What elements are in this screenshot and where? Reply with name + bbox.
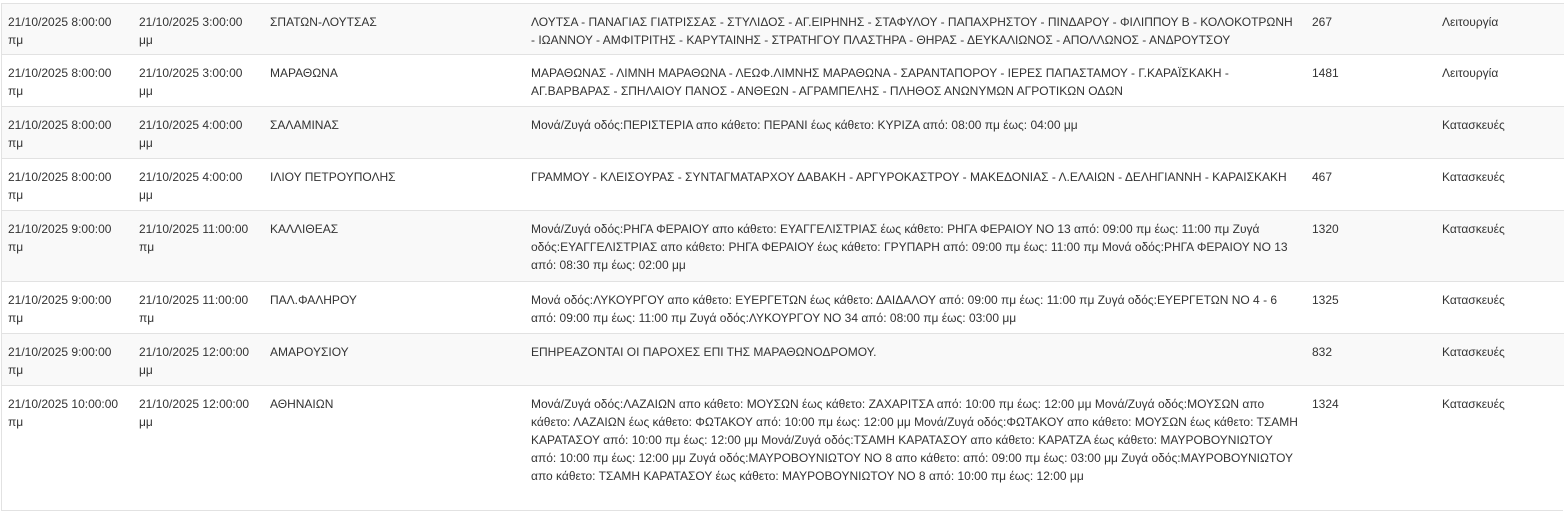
start-time-cell: 21/10/2025 10:00:00 πμ <box>2 386 133 511</box>
description-cell: ΜΑΡΑΘΩΝΑΣ - ΛΙΜΝΗ ΜΑΡΑΘΩΝΑ - ΛΕΩΦ.ΛΙΜΝΗΣ ΜΑΡΑΘΩΝΑ - ΣΑΡΑΝΤΑΠΟΡΟΥ - ΙΕΡΕΣ ΠΑΠΑΣΤΑΜΟΥ - Γ.ΚΑΡΑΪΣΚΑΚΗ - ΑΓ.ΒΑΡΒΑΡΑΣ - ΣΠΗΛΑΙΟΥ ΠΑΝΟΣ - ΑΝΘΕΩΝ - ΑΓΡΑΜΠΕΛΗΣ - ΠΛΗΘΟΣ ΑΝΩΝΥΜΩΝ ΑΓΡΟΤΙΚΩΝ ΟΔΩΝ <box>525 55 1306 107</box>
area-cell: ΙΛΙΟΥ ΠΕΤΡΟΥΠΟΛΗΣ <box>264 159 525 211</box>
description-cell: ΕΠΗΡΕΑΖΟΝΤΑΙ ΟΙ ΠΑΡΟΧΕΣ ΕΠΙ ΤΗΣ ΜΑΡΑΘΩΝΟΔΡΟΜΟΥ. <box>525 334 1306 386</box>
number-cell: 267 <box>1306 4 1436 55</box>
type-cell: Κατασκευές <box>1436 386 1564 511</box>
type-cell: Κατασκευές <box>1436 159 1564 211</box>
start-time-cell: 21/10/2025 8:00:00 πμ <box>2 4 133 55</box>
area-cell: ΚΑΛΛΙΘΕΑΣ <box>264 211 525 282</box>
number-cell: 1320 <box>1306 211 1436 282</box>
table-row <box>2 211 1564 282</box>
description-cell: Μονά οδός:ΛΥΚΟΥΡΓΟΥ απο κάθετο: ΕΥΕΡΓΕΤΩΝ έως κάθετο: ΔΑΙΔΑΛΟΥ από: 09:00 πμ έως: 11:00 πμ Ζυγά οδός:ΕΥΕΡΓΕΤΩΝ ΝΟ 4 - 6 από: 09:00 πμ έως: 11:00 πμ Ζυγά οδός:ΛΥΚΟΥΡΓΟΥ ΝΟ 34 από: 08:00 πμ έως: 03:00 μμ <box>525 282 1306 334</box>
start-time-cell: 21/10/2025 9:00:00 πμ <box>2 282 133 334</box>
end-time-cell: 21/10/2025 3:00:00 μμ <box>133 55 264 107</box>
number-cell: 832 <box>1306 334 1436 386</box>
number-cell: 1481 <box>1306 55 1436 107</box>
description-cell: Μονά/Ζυγά οδός:ΛΑΖΑΙΩΝ απο κάθετο: ΜΟΥΣΩΝ έως κάθετο: ΖΑΧΑΡΙΤΣΑ από: 10:00 πμ έως: 12:00 μμ Μονά/Ζυγά οδός:ΜΟΥΣΩΝ απο κάθετο: ΛΑΖΑΙΩΝ έως κάθετο: ΦΩΤΑΚΟΥ από: 10:00 πμ έως: 12:00 μμ Μονά/Ζυγά οδός:ΦΩΤΑΚΟΥ απο κάθετο: ΜΟΥΣΩΝ έως κάθετο: ΤΣΑΜΗ ΚΑΡΑΤΑΣΟΥ από: 10:00 πμ έως: 12:00 μμ Μονά/Ζυγά οδός:ΤΣΑΜΗ ΚΑΡΑΤΑΣΟΥ απο κάθετο: ΚΑΡΑΤΖΑ έως κάθετο: ΜΑΥΡΟΒΟΥΝΙΩΤΟΥ από: 10:00 πμ έως: 12:00 μμ Ζυγά οδός:ΜΑΥΡΟΒΟΥΝΙΩΤΟΥ ΝΟ 8 απο κάθετο: από: 09:00 πμ έως: 03:00 μμ Ζυγά οδός:ΜΑΥΡΟΒΟΥΝΙΩΤΟΥ απο κάθετο: ΤΣΑΜΗ ΚΑΡΑΤΑΣΟΥ έως κάθετο: ΜΑΥΡΟΒΟΥΝΙΩΤΟΥ ΝΟ 8 από: 10:00 πμ έως: 12:00 μμ <box>525 386 1306 511</box>
area-cell: ΑΘΗΝΑΙΩΝ <box>264 386 525 511</box>
area-cell: ΠΑΛ.ΦΑΛΗΡΟΥ <box>264 282 525 334</box>
type-cell: Κατασκευές <box>1436 107 1564 159</box>
description-cell: ΛΟΥΤΣΑ - ΠΑΝΑΓΙΑΣ ΓΙΑΤΡΙΣΣΑΣ - ΣΤΥΛΙΔΟΣ - ΑΓ.ΕΙΡΗΝΗΣ - ΣΤΑΦΥΛΟΥ - ΠΑΠΑΧΡΗΣΤΟΥ - ΠΙΝΔΑΡΟΥ - ΦΙΛΙΠΠΟΥ Β - ΚΟΛΟΚΟΤΡΩΝΗ - ΙΩΑΝΝΟΥ - ΑΜΦΙΤΡΙΤΗΣ - ΚΑΡΥΤΑΙΝΗΣ - ΣΤΡΑΤΗΓΟΥ ΠΛΑΣΤΗΡΑ - ΘΗΡΑΣ - ΔΕΥΚΑΛΙΩΝΟΣ - ΑΠΟΛΛΩΝΟΣ - ΑΝΔΡΟΥΤΣΟΥ <box>525 4 1306 55</box>
type-cell: Λειτουργία <box>1436 55 1564 107</box>
description-cell: ΓΡΑΜΜΟΥ - ΚΛΕΙΣΟΥΡΑΣ - ΣΥΝΤΑΓΜΑΤΑΡΧΟΥ ΔΑΒΑΚΗ - ΑΡΓΥΡΟΚΑΣΤΡΟΥ - ΜΑΚΕΔΟΝΙΑΣ - Λ.ΕΛΑΙΩΝ - ΔΕΛΗΓΙΑΝΝΗ - ΚΑΡΑΙΣΚΑΚΗ <box>525 159 1306 211</box>
start-time-cell: 21/10/2025 8:00:00 πμ <box>2 107 133 159</box>
start-time-cell: 21/10/2025 8:00:00 πμ <box>2 159 133 211</box>
start-time-cell: 21/10/2025 9:00:00 πμ <box>2 334 133 386</box>
end-time-cell: 21/10/2025 12:00:00 μμ <box>133 334 264 386</box>
end-time-cell: 21/10/2025 12:00:00 μμ <box>133 386 264 511</box>
outages-table-container <box>1 3 1563 511</box>
type-cell: Κατασκευές <box>1436 282 1564 334</box>
number-cell: 467 <box>1306 159 1436 211</box>
table-row <box>2 107 1564 159</box>
area-cell: ΣΑΛΑΜΙΝΑΣ <box>264 107 525 159</box>
table-row <box>2 159 1564 211</box>
start-time-cell: 21/10/2025 9:00:00 πμ <box>2 211 133 282</box>
start-time-cell: 21/10/2025 8:00:00 πμ <box>2 55 133 107</box>
table-row <box>2 282 1564 334</box>
area-cell: ΣΠΑΤΩΝ-ΛΟΥΤΣΑΣ <box>264 4 525 55</box>
table-row <box>2 386 1564 511</box>
area-cell: ΜΑΡΑΘΩΝΑ <box>264 55 525 107</box>
end-time-cell: 21/10/2025 3:00:00 μμ <box>133 4 264 55</box>
type-cell: Κατασκευές <box>1436 334 1564 386</box>
area-cell: ΑΜΑΡΟΥΣΙΟΥ <box>264 334 525 386</box>
table-row <box>2 55 1564 107</box>
description-cell: Μονά/Ζυγά οδός:ΡΗΓΑ ΦΕΡΑΙΟΥ απο κάθετο: ΕΥΑΓΓΕΛΙΣΤΡΙΑΣ έως κάθετο: ΡΗΓΑ ΦΕΡΑΙΟΥ ΝΟ 13 από: 09:00 πμ έως: 11:00 πμ Ζυγά οδός:ΕΥΑΓΓΕΛΙΣΤΡΙΑΣ απο κάθετο: ΡΗΓΑ ΦΕΡΑΙΟΥ έως κάθετο: ΓΡΥΠΑΡΗ από: 09:00 πμ έως: 11:00 πμ Μονά οδός:ΡΗΓΑ ΦΕΡΑΙΟΥ ΝΟ 13 από: 08:30 πμ έως: 02:00 μμ <box>525 211 1306 282</box>
end-time-cell: 21/10/2025 11:00:00 πμ <box>133 282 264 334</box>
type-cell: Λειτουργία <box>1436 4 1564 55</box>
end-time-cell: 21/10/2025 4:00:00 μμ <box>133 159 264 211</box>
number-cell <box>1306 107 1436 159</box>
number-cell: 1324 <box>1306 386 1436 511</box>
table-row <box>2 334 1564 386</box>
end-time-cell: 21/10/2025 4:00:00 μμ <box>133 107 264 159</box>
description-cell: Μονά/Ζυγά οδός:ΠΕΡΙΣΤΕΡΙΑ απο κάθετο: ΠΕΡΑΝΙ έως κάθετο: ΚΥΡΙΖΑ από: 08:00 πμ έως: 04:00 μμ <box>525 107 1306 159</box>
end-time-cell: 21/10/2025 11:00:00 πμ <box>133 211 264 282</box>
type-cell: Κατασκευές <box>1436 211 1564 282</box>
outages-table <box>2 3 1564 510</box>
table-row <box>2 4 1564 55</box>
number-cell: 1325 <box>1306 282 1436 334</box>
